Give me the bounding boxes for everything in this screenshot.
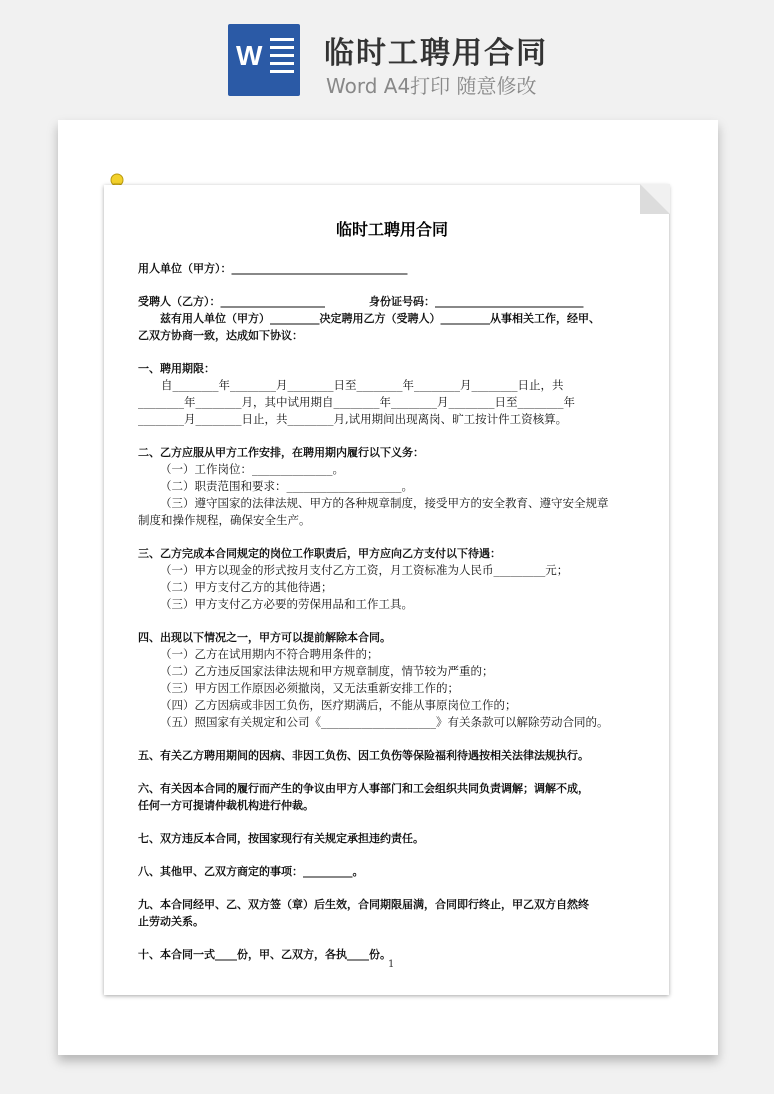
section-2-item: 制度和操作规程，确保安全生产。 (138, 513, 311, 527)
document-title: 临时工聘用合同 (335, 220, 448, 239)
section-3-item: （一）甲方以现金的形式按月支付乙方工资，月工资标准为人民币_________元； (160, 563, 569, 577)
section-9-line: 止劳动关系。 (138, 915, 204, 928)
document-body (138, 221, 646, 963)
section-3-item: （二）甲方支付乙方的其他待遇； (160, 580, 333, 594)
section-4-item: （三）甲方因工作原因必须撤岗，又无法重新安排工作的； (160, 681, 459, 695)
section-1-line: 自________年________月________日至________年________月________日止，共 (138, 378, 564, 392)
document-page (104, 185, 669, 995)
section-4-item: （一）乙方在试用期内不符合聘用条件的； (160, 647, 379, 661)
employee-line: 受聘人（乙方）：___________________ 身份证号码：___________________________ (138, 295, 584, 308)
employer-line: 用人单位（甲方）：________________________________ (138, 262, 408, 275)
section-7: 七、双方违反本合同，按国家现行有关规定承担违约责任。 (138, 832, 424, 845)
section-5: 五、有关乙方聘用期间的因病、非因工负伤、因工负伤等保险福利待遇按相关法律法规执行。 (138, 749, 589, 762)
intro-line-1: 兹有用人单位（甲方）_________决定聘用乙方（受聘人）_________从事相关工作，经甲、 (138, 312, 600, 325)
section-4-title: 四、出现以下情况之一，甲方可以提前解除本合同。 (138, 631, 391, 644)
section-2-item: （二）职责范围和要求：____________________。 (160, 479, 413, 493)
section-4-item: （四）乙方因病或非因工负伤，医疗期满后，不能从事原岗位工作的； (160, 698, 517, 712)
section-4-item: （五）照国家有关规定和公司《____________________》有关条款可以解除劳动合同的。 (160, 715, 609, 729)
intro-line-2: 乙双方协商一致，达成如下协议： (138, 329, 303, 342)
section-3-item: （三）甲方支付乙方必要的劳保用品和工作工具。 (160, 597, 413, 611)
section-6-line: 任何一方可提请仲裁机构进行仲裁。 (138, 799, 314, 812)
page-title: 临时工聘用合同 (324, 36, 548, 71)
section-9-line: 九、本合同经甲、乙、双方签（章）后生效，合同期限届满，合同即行终止，甲乙双方自然终 (138, 898, 589, 911)
section-4-item: （二）乙方违反国家法律法规和甲方规章制度，情节较为严重的； (160, 664, 494, 678)
section-1-title: 一、聘用期限： (138, 362, 215, 375)
section-8: 八、其他甲、乙双方商定的事项：_________。 (138, 865, 364, 878)
page-subtitle: Word A4打印 随意修改 (326, 74, 537, 98)
section-1-line: ________月________日止，共________月,试用期间出现离岗、旷工按计件工资核算。 (138, 412, 568, 426)
word-logo-letter: W (236, 40, 263, 71)
section-2-item: （一）工作岗位：______________。 (160, 462, 344, 476)
word-icon (228, 24, 300, 96)
section-10: 十、本合同一式____份，甲、乙双方，各执____份。 (138, 948, 391, 961)
section-2-title: 二、乙方应服从甲方工作安排，在聘用期内履行以下义务： (138, 446, 424, 459)
section-2-item: （三）遵守国家的法律法规、甲方的各种规章制度，接受甲方的安全教育、遵守安全规章 (160, 496, 609, 510)
header (0, 0, 774, 110)
section-1-line: ________年________月，其中试用期自________年________月________日至________年 (138, 395, 575, 409)
section-3-title: 三、乙方完成本合同规定的岗位工作职责后，甲方应向乙方支付以下待遇： (138, 547, 501, 560)
page-curl (640, 184, 670, 214)
section-6-line: 六、有关因本合同的履行而产生的争议由甲方人事部门和工会组织共同负责调解；调解不成， (138, 782, 589, 795)
page-number: 1 (388, 959, 395, 970)
